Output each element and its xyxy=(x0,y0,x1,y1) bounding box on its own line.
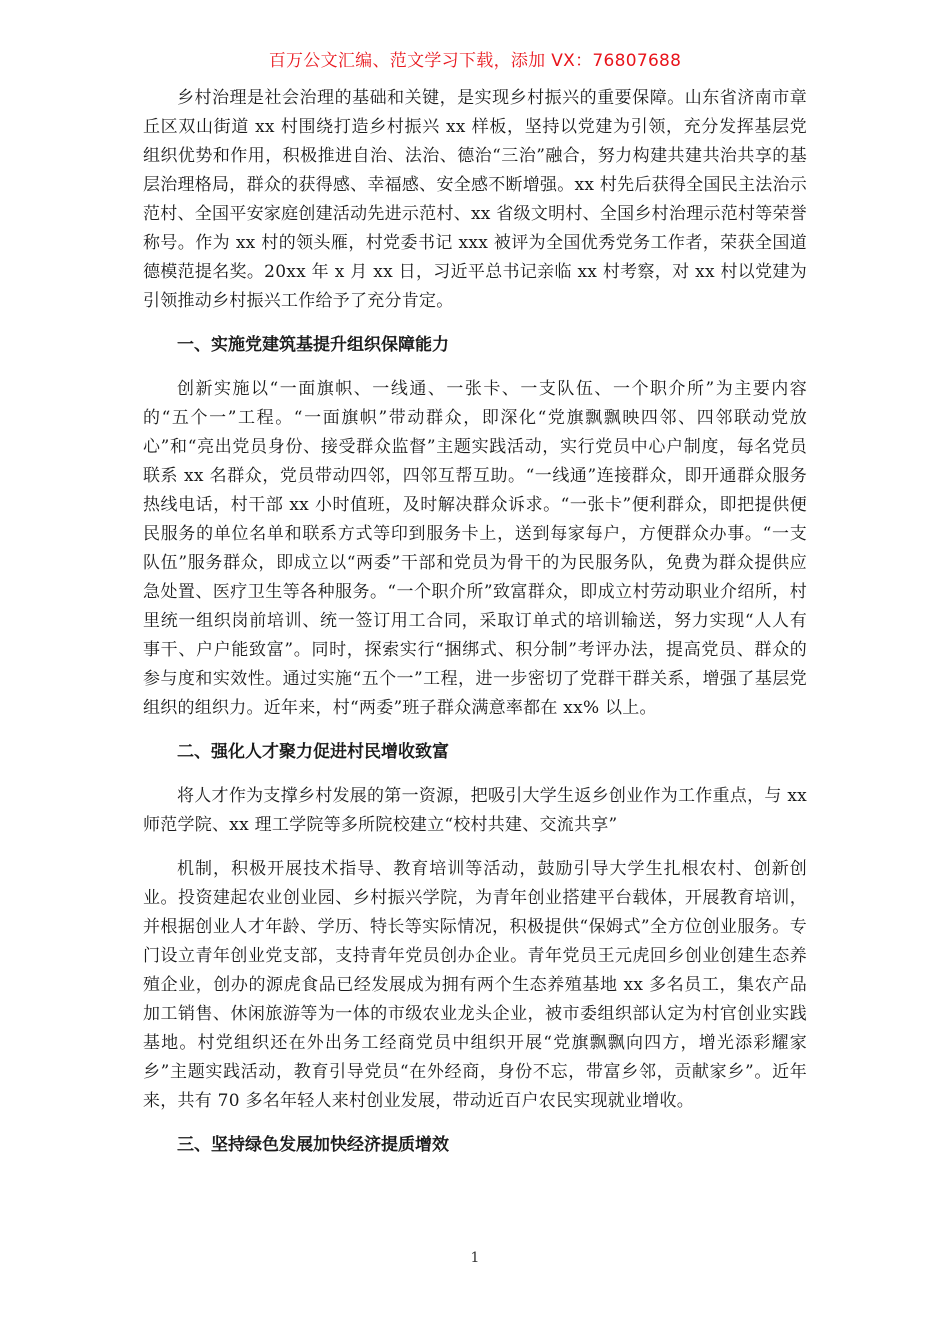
section-heading-2: 二、强化人才聚力促进村民增收致富 xyxy=(177,742,449,762)
section-heading-1: 一、实施党建筑基提升组织保障能力 xyxy=(177,335,449,355)
header-banner: 百万公文汇编、范文学习下载，添加 VX：76807688 xyxy=(268,51,682,71)
section-2-paragraph-b: 机制，积极开展技术指导、教育培训等活动，鼓励引导大学生扎根农村、创新创业。投资建起农业创业园、乡村振兴学院，为青年创业搭建平台载体，开展教育培训，并根据创业人才年龄、学历、特长等实际情况，积极提供“保姆式”全方位创业服务。专门设立青年创业党支部，支持青年党员创办企业。青年党员王元虎回乡创业创建生态养殖企业，创办的源虎食品已经发展成为拥有两个生态养殖基地 xx 多名员工，集农产品加工销售、休闲旅游等为一体的市级农业龙头企业，被市委组织部认定为村官创业实践基地。村党组织还在外出务工经商党员中组织开展“党旗飘飘向四方，增光添彩耀家乡”主题实践活动，教育引导党员“在外经商，身份不忘，带富乡邻，贡献家乡”。近年来，共有 70 多名年轻人来村创业发展，带动近百户农民实现就业增收。 xyxy=(143,859,807,1111)
page-number: 1 xyxy=(470,1250,480,1266)
document-body xyxy=(143,84,807,1160)
section-2-paragraph-a: 将人才作为支撑乡村发展的第一资源，把吸引大学生返乡创业作为工作重点，与 xx 师范学院、xx 理工学院等多所院校建立“校村共建、交流共享” xyxy=(143,786,807,835)
section-heading-3: 三、坚持绿色发展加快经济提质增效 xyxy=(177,1135,449,1155)
section-1-paragraph: 创新实施以“一面旗帜、一线通、一张卡、一支队伍、一个职介所”为主要内容的“五个一”工程。“一面旗帜”带动群众，即深化“党旗飘飘映四邻、四邻联动党放心”和“亮出党员身份、接受群众监督”主题实践活动，实行党员中心户制度，每名党员联系 xx 名群众，党员带动四邻，四邻互帮互助。“一线通”连接群众，即开通群众服务热线电话，村干部 xx 小时值班，及时解决群众诉求。“一张卡”便利群众，即把提供便民服务的单位名单和联系方式等印到服务卡上，送到每家每户，方便群众办事。“一支队伍”服务群众，即成立以“两委”干部和党员为骨干的为民服务队，免费为群众提供应急处置、医疗卫生等各种服务。“一个职介所”致富群众，即成立村劳动职业介绍所，村里统一组织岗前培训、统一签订用工合同，采取订单式的培训输送，努力实现“人人有事干、户户能致富”。同时，探索实行“捆绑式、积分制”考评办法，提高党员、群众的参与度和实效性。通过实施“五个一”工程，进一步密切了党群干群关系，增强了基层党组织的组织力。近年来，村“两委”班子群众满意率都在 xx% 以上。 xyxy=(143,379,807,718)
intro-paragraph: 乡村治理是社会治理的基础和关键，是实现乡村振兴的重要保障。山东省济南市章丘区双山街道 xx 村围绕打造乡村振兴 xx 样板，坚持以党建为引领，充分发挥基层党组织优势和作用，积极推进自治、法治、德治“三治”融合，努力构建共建共治共享的基层治理格局，群众的获得感、幸福感、安全感不断增强。xx 村先后获得全国民主法治示范村、全国平安家庭创建活动先进示范村、xx 省级文明村、全国乡村治理示范村等荣誉称号。作为 xx 村的领头雁，村党委书记 xxx 被评为全国优秀党务工作者，荣获全国道德模范提名奖。20xx 年 x 月 xx 日，习近平总书记亲临 xx 村考察，对 xx 村以党建为引领推动乡村振兴工作给予了充分肯定。 xyxy=(143,88,807,311)
